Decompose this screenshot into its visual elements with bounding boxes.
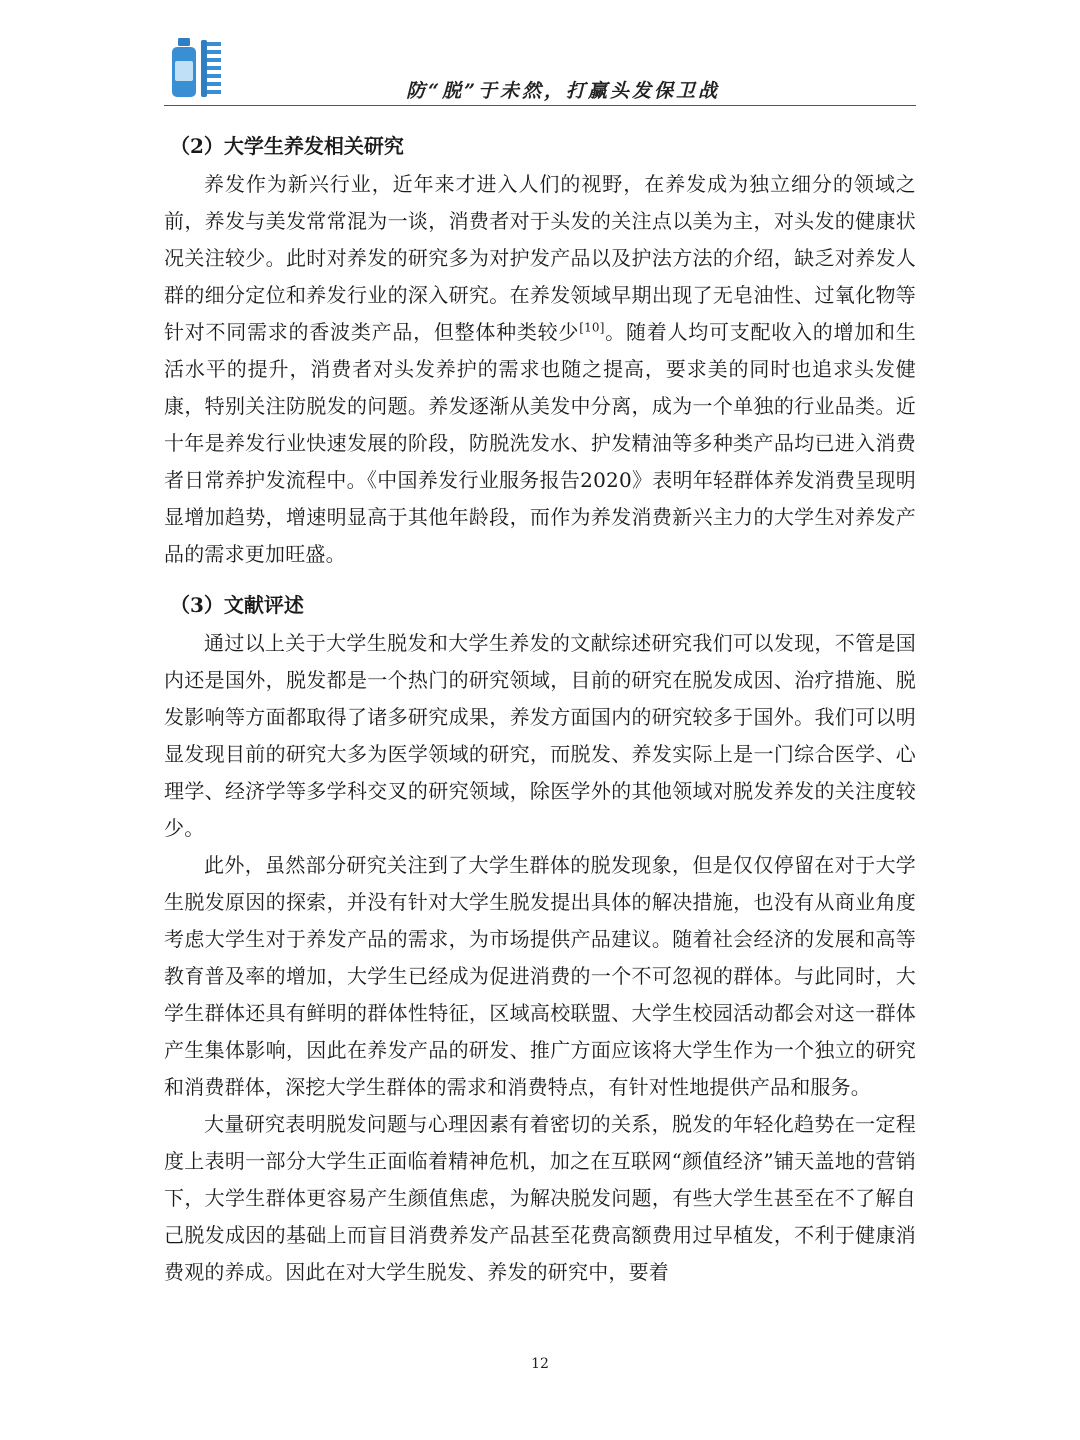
paragraph: 大量研究表明脱发问题与心理因素有着密切的关系，脱发的年轻化趋势在一定程度上表明一部分大学生正面临着精神危机，加之在互联网“颜值经济”铺天盖地的营销下，大学生群体更容易产生颜值焦虑，为解决脱发问题，有些大学生甚至在不了解自己脱发成因的基础上而盲目消费养发产品甚至花费高额费用过早植发，不利于健康消费观的养成。因此在对大学生脱发、养发的研究中，要着 [164,1112,916,1284]
bottle-and-comb-icon [168,36,226,98]
section-2 [164,128,916,573]
section-3 [164,587,916,1291]
page-number: 12 [531,1356,549,1372]
paragraph-text: 。随着人均可支配收入的增加和生活水平的提升，消费者对头发养护的需求也随之提高，要求美的同时也追求头发健康，特别关注防脱发的问题。养发逐渐从美发中分离，成为一个单独的行业品类。近十年是养发行业快速发展的阶段，防脱洗发水、护发精油等多种类产品均已进入消费者日常养护发流程中。《中国养发行业服务报告2020》表明年轻群体养发消费呈现明显增加趋势，增速明显高于其他年龄段，而作为养发消费新兴主力的大学生对养发产品的需求更加旺盛。 [164,320,917,566]
header-slogan: 防“脱”于未然，打赢头发保卫战 [406,80,720,102]
header-divider [164,105,916,106]
paragraph: 此外，虽然部分研究关注到了大学生群体的脱发现象，但是仅仅停留在对于大学生脱发原因的探索，并没有针对大学生脱发提出具体的解决措施，也没有从商业角度考虑大学生对于养发产品的需求，为市场提供产品建议。随着社会经济的发展和高等教育普及率的增加，大学生已经成为促进消费的一个不可忽视的群体。与此同时，大学生群体还具有鲜明的群体性特征，区域高校联盟、大学生校园活动都会对这一群体产生集体影响，因此在养发产品的研发、推广方面应该将大学生作为一个独立的研究和消费群体，深挖大学生群体的需求和消费特点，有针对性地提供产品和服务。 [164,853,916,1099]
section-heading: （2）大学生养发相关研究 [170,134,404,158]
page-header [164,32,916,112]
section-heading: （3）文献评述 [170,593,304,617]
paragraph-text: 养发作为新兴行业，近年来才进入人们的视野，在养发成为独立细分的领域之前，养发与美发常常混为一谈，消费者对于头发的关注点以美为主，对头发的健康状况关注较少。此时对养发的研究多为对护发产品以及护法方法的介绍，缺乏对养发人群的细分定位和养发行业的深入研究。在养发领域早期出现了无皂油性、过氧化物等针对不同需求的香波类产品，但整体种类较少 [164,172,916,344]
citation-reference: [10] [579,320,605,335]
paragraph: 通过以上关于大学生脱发和大学生养发的文献综述研究我们可以发现，不管是国内还是国外，脱发都是一个热门的研究领域，目前的研究在脱发成因、治疗措施、脱发影响等方面都取得了诸多研究成果，养发方面国内的研究较多于国外。我们可以明显发现目前的研究大多为医学领域的研究，而脱发、养发实际上是一门综合医学、心理学、经济学等多学科交叉的研究领域，除医学外的其他领域对脱发养发的关注度较少。 [164,631,916,840]
document-body [164,128,916,1291]
paragraph [164,166,916,573]
